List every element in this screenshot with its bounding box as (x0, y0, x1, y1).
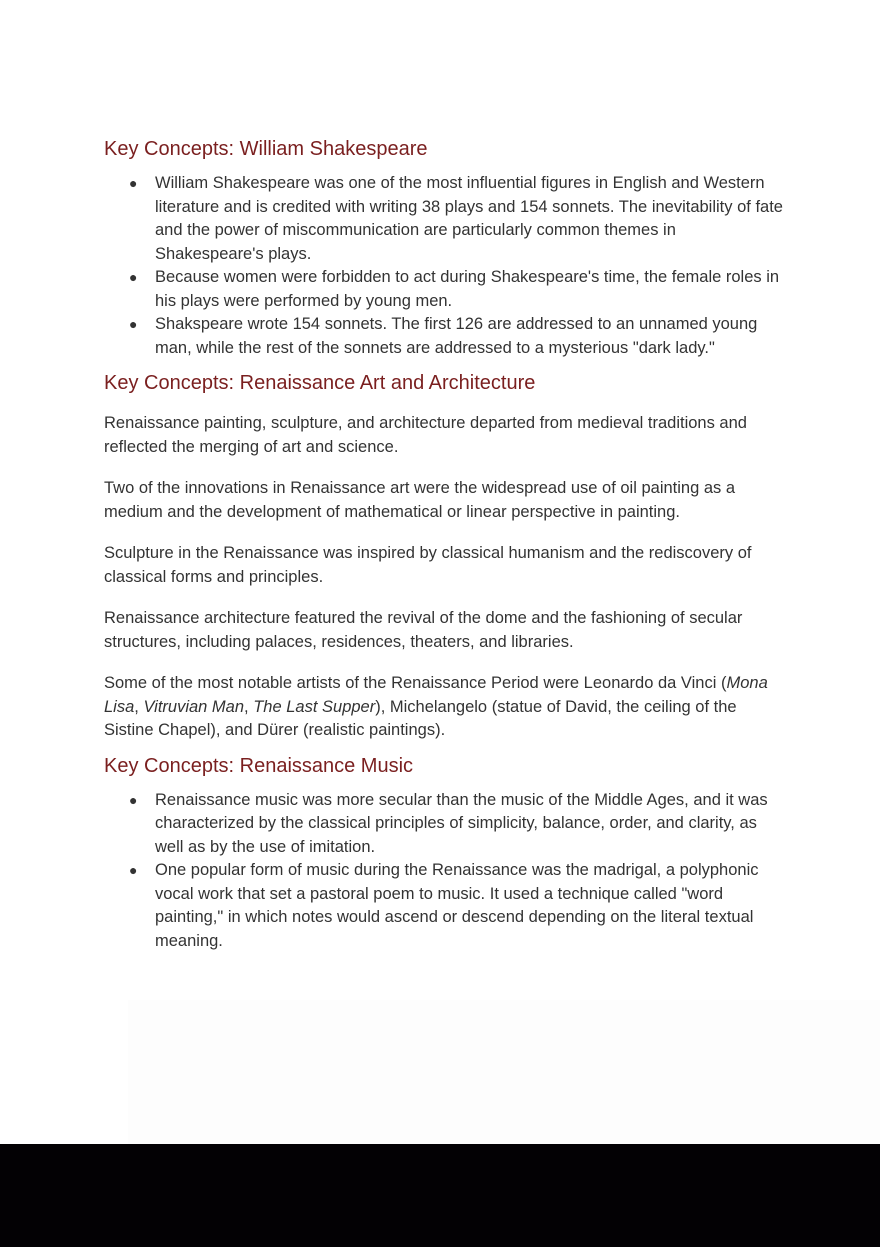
list-item-text: William Shakespeare was one of the most influential figures in English and Western literature and is credited with writing 38 plays and 154 sonnets. The inevitability of fate and the power of miscommunication are particularly common themes in Shakespeare's plays. (155, 174, 783, 263)
separator: , (244, 697, 254, 716)
shakespeare-bullet-list (104, 172, 784, 360)
list-item (104, 172, 784, 266)
separator: , (134, 697, 144, 716)
paragraph: Renaissance painting, sculpture, and architecture departed from medieval traditions and reflected the merging of art and science. (104, 414, 747, 456)
artists-lead: Some of the most notable artists of the Renaissance Period were Leonardo da Vinci ( (104, 674, 727, 692)
document-content (104, 136, 784, 953)
paragraph: Renaissance architecture featured the revival of the dome and the fashioning of secular structures, including palaces, residences, theaters, and libraries. (104, 609, 743, 651)
list-item (104, 313, 784, 360)
paragraph: Sculpture in the Renaissance was inspired by classical humanism and the rediscovery of classical forms and principles. (104, 544, 752, 586)
paragraph: Two of the innovations in Renaissance art were the widespread use of oil painting as a medium and the development of mathematical or linear perspective in painting. (104, 479, 736, 521)
page-shade (128, 1000, 880, 1144)
list-item-text: One popular form of music during the Renaissance was the madrigal, a polyphonic vocal work that set a pastoral poem to music. It used a technique called "word painting," in which notes would ascend or descend depending on the literal textual meaning. (155, 861, 759, 950)
list-item (104, 266, 784, 313)
bottom-black-bar (0, 1144, 880, 1247)
work-title: Vitruvian Man (143, 697, 245, 716)
bullet-icon: ● (129, 316, 138, 332)
bullet-icon: ● (129, 791, 138, 808)
list-item-text: Renaissance music was more secular than the music of the Middle Ages, and it was characterized by the classical principles of simplicity, balance, order, and clarity, as well as by the use of imitation. (155, 790, 768, 856)
work-title: The Last Supper (253, 697, 376, 716)
section-heading-art: Key Concepts: Renaissance Art and Architecture (104, 372, 536, 394)
bullet-icon: ● (129, 269, 138, 285)
list-item (104, 789, 784, 860)
section-heading-music: Key Concepts: Renaissance Music (104, 754, 414, 777)
list-item (104, 859, 784, 953)
music-bullet-list (104, 789, 784, 954)
section-heading-shakespeare: Key Concepts: William Shakespeare (104, 138, 428, 160)
artists-tail: ), Michelangelo (statue of David, the ceiling of the Sistine Chapel), and Dürer (realistic paintings). (104, 697, 737, 739)
list-item-text: Shakspeare wrote 154 sonnets. The first 126 are addressed to an unnamed young man, while the rest of the sonnets are addressed to a mysterious "dark lady." (155, 315, 758, 357)
bullet-icon: ● (129, 862, 138, 878)
list-item-text: Because women were forbidden to act during Shakespeare's time, the female roles in his plays were performed by young men. (155, 268, 780, 310)
bullet-icon: ● (129, 175, 138, 191)
artists-paragraph (104, 672, 784, 743)
work-title: Mona Lisa (104, 674, 768, 716)
